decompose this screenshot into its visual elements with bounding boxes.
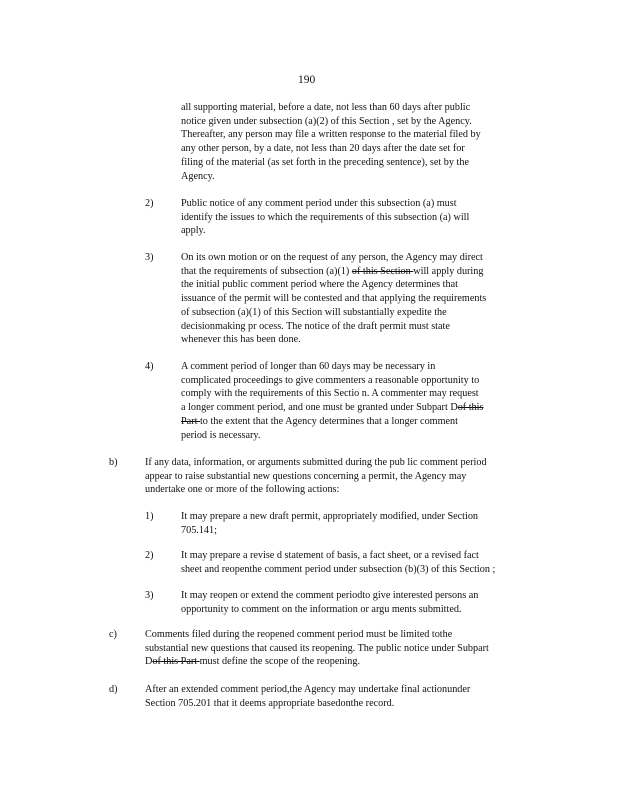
text-line: appear to raise substantial new questions concerning a permit, the Agency may [145,470,467,482]
text-line: On its own motion or on the request of any person, the Agency may direct [181,252,483,263]
item-label: c) [109,629,117,640]
item-label: b) [109,457,118,468]
text-line: comply with the requirements of this Sectio n. A commenter may request [181,388,479,400]
text-run: D [145,656,153,668]
item-label: 4) [145,361,154,372]
text-line: all supporting material, before a date, not less than 60 days after public [181,102,471,113]
text-line: apply. [181,225,206,237]
text-line: If any data, information, or arguments submitted during the pub lic comment period [145,457,487,468]
intro-paragraph [181,101,522,183]
text-line: of subsection (a)(1) of this Section will substantially expedite the [181,306,447,318]
item-label: 3) [145,590,154,601]
text-line: Thereafter, any person may file a written response to the material filed by [181,129,481,141]
page-number: 190 [298,74,316,86]
text-line: any other person, by a date, not less than 20 days after the date set for [181,143,465,155]
text-line: Comments filed during the reopened comment period must be limited tothe [145,629,453,640]
sub-item-1-paragraph [181,510,523,537]
item-c-paragraph [145,628,545,669]
text-line: filing of the material (as set forth in the preceding sentence), set by the [181,156,469,168]
text-line: decisionmaking pr ocess. The notice of the draft permit must state [181,320,450,332]
text-run: to the extent that the Agency determines that a longer comment [199,415,458,427]
text-line: opportunity to comment on the information or argu ments submitted. [181,603,462,615]
struck-text: of this Part [152,656,200,668]
text-line: period is necessary. [181,429,261,441]
item-2-paragraph [181,197,522,238]
text-line: substantial new questions that caused its reopening. The public notice under Subpart [145,642,489,654]
text-line: After an extended comment period,the Agency may undertake final actionunder [145,684,471,695]
text-line: notice given under subsection (a)(2) of this Section , set by the Agency. [181,115,472,127]
text-line: Public notice of any comment period under this subsection (a) must [181,198,457,209]
text-line [181,415,533,429]
text-line: identify the issues to which the requirements of this subsection (a) will [181,211,470,223]
item-d-paragraph [145,683,519,710]
sub-item-2-paragraph [181,549,544,576]
text-line [145,655,545,669]
struck-text: of this [457,402,484,414]
text-line: issuance of the permit will be contested and that applying the requirements [181,293,487,305]
item-label: 3) [145,252,154,263]
text-line: complicated proceedings to give commenters a reasonable opportunity to [181,374,480,386]
text-line: the initial public comment period where the Agency determines that [181,279,458,291]
text-line: It may prepare a new draft permit, appropriately modified, under Section [181,511,479,522]
text-line [181,265,532,279]
text-line: Section 705.201 that it deems appropriate basedonthe record. [145,697,395,709]
sub-item-3-paragraph [181,589,529,616]
text-line: sheet and reopenthe comment period under subsection (b)(3) of this Section ; [181,563,496,575]
item-4-paragraph [181,360,533,442]
item-3-paragraph [181,251,532,347]
text-run: that the requirements of subsection (a)(1) [181,265,352,277]
struck-text: of this Section [351,265,414,277]
text-line: It may prepare a revise d statement of basis, a fact sheet, or a revised fact [181,550,479,561]
text-run: will apply during [413,265,484,277]
text-line: It may reopen or extend the comment periodto give interested persons an [181,590,479,601]
text-line: 705.141; [181,524,217,536]
text-line: A comment period of longer than 60 days may be necessary in [181,361,436,372]
text-line: Agency. [181,170,215,182]
item-label: 1) [145,511,154,522]
item-label: d) [109,684,118,695]
item-label: 2) [145,550,154,561]
text-line: undertake one or more of the following actions: [145,484,340,496]
text-run: a longer comment period, and one must be granted under Subpart D [181,402,458,414]
text-line [181,401,533,415]
text-line: whenever this has been done. [181,334,301,346]
struck-text: Part [181,415,200,427]
item-b-paragraph [145,456,538,497]
text-run: must define the scope of the reopening. [199,656,361,668]
item-label: 2) [145,198,154,209]
